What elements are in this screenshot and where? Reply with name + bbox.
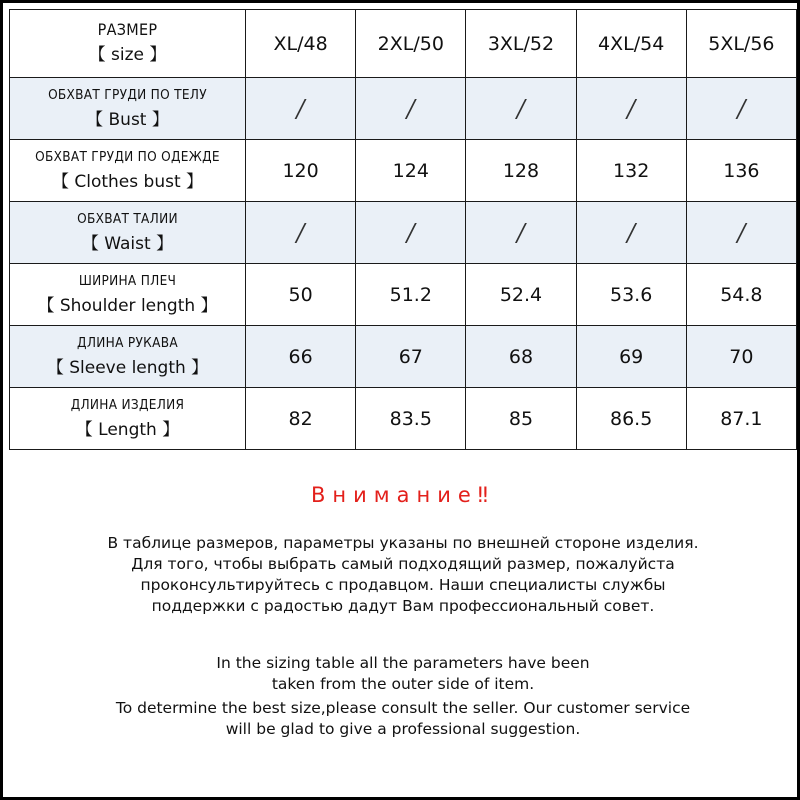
size-header-cell: 3XL/52 xyxy=(466,10,576,78)
table-cell: 128 xyxy=(466,140,576,202)
row-label-en: 【 Length 】 xyxy=(75,419,180,440)
row-label-cell xyxy=(10,140,246,202)
row-label-ru: ДЛИНА РУКАВА xyxy=(77,334,178,351)
table-cell: / xyxy=(576,78,686,140)
table-cell: 69 xyxy=(576,326,686,388)
row-label-cell xyxy=(10,78,246,140)
notice-title: Внимание‼ xyxy=(311,483,495,507)
notice-text-en-1 xyxy=(23,653,783,695)
table-cell: 66 xyxy=(246,326,356,388)
table-cell: 67 xyxy=(356,326,466,388)
table-row-shoulder-length xyxy=(10,264,797,326)
table-cell: 86.5 xyxy=(576,388,686,450)
row-label-ru: ОБХВАТ ГРУДИ ПО ОДЕЖДЕ xyxy=(35,148,220,165)
table-cell: / xyxy=(686,202,796,264)
table-cell: 54.8 xyxy=(686,264,796,326)
table-row-bust xyxy=(10,78,797,140)
table-cell: 87.1 xyxy=(686,388,796,450)
table-cell: / xyxy=(356,202,466,264)
row-label-en: 【 Sleeve length 】 xyxy=(46,357,209,378)
row-label-en: 【 Clothes bust 】 xyxy=(51,171,204,192)
notice-text-en-2 xyxy=(23,698,783,740)
notice-text-ru xyxy=(23,533,783,617)
header-label-ru: РАЗМЕР xyxy=(97,19,158,39)
table-row-clothes-bust xyxy=(10,140,797,202)
notice-ru-line: поддержки с радостью дадут Вам профессиональный совет. xyxy=(151,597,655,615)
header-label-cell xyxy=(10,10,246,78)
table-cell: 83.5 xyxy=(356,388,466,450)
size-table xyxy=(9,9,797,450)
table-cell: / xyxy=(356,78,466,140)
row-label-ru: ОБХВАТ ГРУДИ ПО ТЕЛУ xyxy=(48,86,207,103)
row-label-ru: ОБХВАТ ТАЛИИ xyxy=(77,210,178,227)
row-label-ru: ШИРИНА ПЛЕЧ xyxy=(78,272,177,289)
table-cell: / xyxy=(246,78,356,140)
row-label-en: 【 Shoulder length 】 xyxy=(37,295,218,316)
table-cell: 53.6 xyxy=(576,264,686,326)
table-cell: 68 xyxy=(466,326,576,388)
notice-ru-line: проконсультируйтесь с продавцом. Наши специалисты службы xyxy=(140,576,666,594)
size-header-cell: 5XL/56 xyxy=(686,10,796,78)
row-label-ru: ДЛИНА ИЗДЕЛИЯ xyxy=(70,396,185,413)
table-cell: 120 xyxy=(246,140,356,202)
notice-en-line: To determine the best size,please consult the seller. Our customer service xyxy=(115,699,691,717)
table-row-waist xyxy=(10,202,797,264)
table-cell: / xyxy=(246,202,356,264)
notice-ru-line: В таблице размеров, параметры указаны по внешней стороне изделия. xyxy=(107,534,699,552)
row-label-cell xyxy=(10,264,246,326)
table-cell: / xyxy=(576,202,686,264)
table-cell: 85 xyxy=(466,388,576,450)
size-header-cell: 2XL/50 xyxy=(356,10,466,78)
row-label-cell xyxy=(10,202,246,264)
notice-en-line: will be glad to give a professional suggestion. xyxy=(225,720,581,738)
table-cell: 51.2 xyxy=(356,264,466,326)
size-header-cell: 4XL/54 xyxy=(576,10,686,78)
table-header-row xyxy=(10,10,797,78)
table-cell: 82 xyxy=(246,388,356,450)
table-cell: 50 xyxy=(246,264,356,326)
table-cell: / xyxy=(466,78,576,140)
table-cell: 70 xyxy=(686,326,796,388)
table-cell: 52.4 xyxy=(466,264,576,326)
size-header-cell: XL/48 xyxy=(246,10,356,78)
header-label-en: 【 size 】 xyxy=(88,44,167,65)
table-cell: 136 xyxy=(686,140,796,202)
notice-ru-line: Для того, чтобы выбрать самый подходящий размер, пожалуйста xyxy=(131,555,675,573)
row-label-cell xyxy=(10,326,246,388)
table-cell: / xyxy=(686,78,796,140)
table-cell: 124 xyxy=(356,140,466,202)
notice-en-line: taken from the outer side of item. xyxy=(271,675,535,693)
table-row-sleeve-length xyxy=(10,326,797,388)
row-label-en: 【 Bust 】 xyxy=(86,109,169,130)
table-cell: / xyxy=(466,202,576,264)
table-cell: 132 xyxy=(576,140,686,202)
row-label-cell xyxy=(10,388,246,450)
row-label-en: 【 Waist 】 xyxy=(81,233,174,254)
table-row-length xyxy=(10,388,797,450)
notice-en-line: In the sizing table all the parameters have been xyxy=(216,654,590,672)
